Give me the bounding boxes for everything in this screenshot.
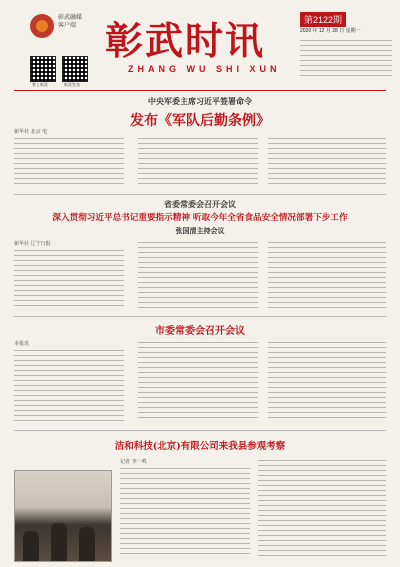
article4-column2 xyxy=(258,458,386,560)
article4-headline: 洁和科技(北京)有限公司来我县参观考察 xyxy=(114,441,286,452)
article3-byline: 本报讯 xyxy=(14,341,30,347)
newspaper-pinyin: ZHANG WU SHI XUN xyxy=(128,64,281,74)
article2-byline: 新华社 辽宁日报 xyxy=(14,241,51,247)
app-promo xyxy=(58,14,82,30)
issue-date: 2020 年 12 月 28 日 星期一 xyxy=(300,28,361,34)
article1-headline: 发布《军队后勤条例》 xyxy=(130,113,270,129)
article4-byline: 记者 李一鸣 xyxy=(120,459,147,465)
article4-column1 xyxy=(120,466,250,560)
article1-column2 xyxy=(138,136,258,190)
newspaper-title: 彰武时讯 xyxy=(105,18,266,63)
divider xyxy=(14,194,386,195)
article1-byline: 新华社 北京 电 xyxy=(14,129,48,135)
divider xyxy=(14,430,386,431)
article1-column1 xyxy=(14,136,124,190)
article3-headline: 市委常委会召开会议 xyxy=(155,326,245,337)
article2-column1 xyxy=(14,248,124,310)
article2-column3 xyxy=(268,240,386,310)
article2-kicker: 省委常委会召开会议 xyxy=(164,199,236,209)
article3-column1 xyxy=(14,348,124,424)
qr-code-icon xyxy=(30,56,56,82)
qr-code-icon xyxy=(62,56,88,82)
article2-column2 xyxy=(138,240,258,310)
divider xyxy=(14,316,386,317)
divider xyxy=(14,90,386,91)
article2-headline: 深入贯彻习近平总书记重要指示精神 听取今年全省食品安全情况部署下步工作 xyxy=(52,213,348,223)
qr1-label: 掌上彰武 xyxy=(32,82,48,87)
issue-number: 第2122期 xyxy=(300,12,346,27)
app-line2: 客户端 xyxy=(58,22,77,29)
qr2-label: 彰武发布 xyxy=(64,82,80,87)
article1-column3 xyxy=(268,136,386,190)
article4-photo xyxy=(14,470,112,562)
article3-column2 xyxy=(138,340,258,424)
article1-kicker: 中央军委主席习近平签署命令 xyxy=(148,96,252,106)
app-logo-icon xyxy=(30,14,54,38)
masthead xyxy=(0,0,400,88)
article3-column3 xyxy=(268,340,386,424)
masthead-info-block xyxy=(300,38,392,78)
app-line1: 彰武融媒 xyxy=(58,14,83,21)
article2-subhead: 张国清主持会议 xyxy=(175,226,225,235)
